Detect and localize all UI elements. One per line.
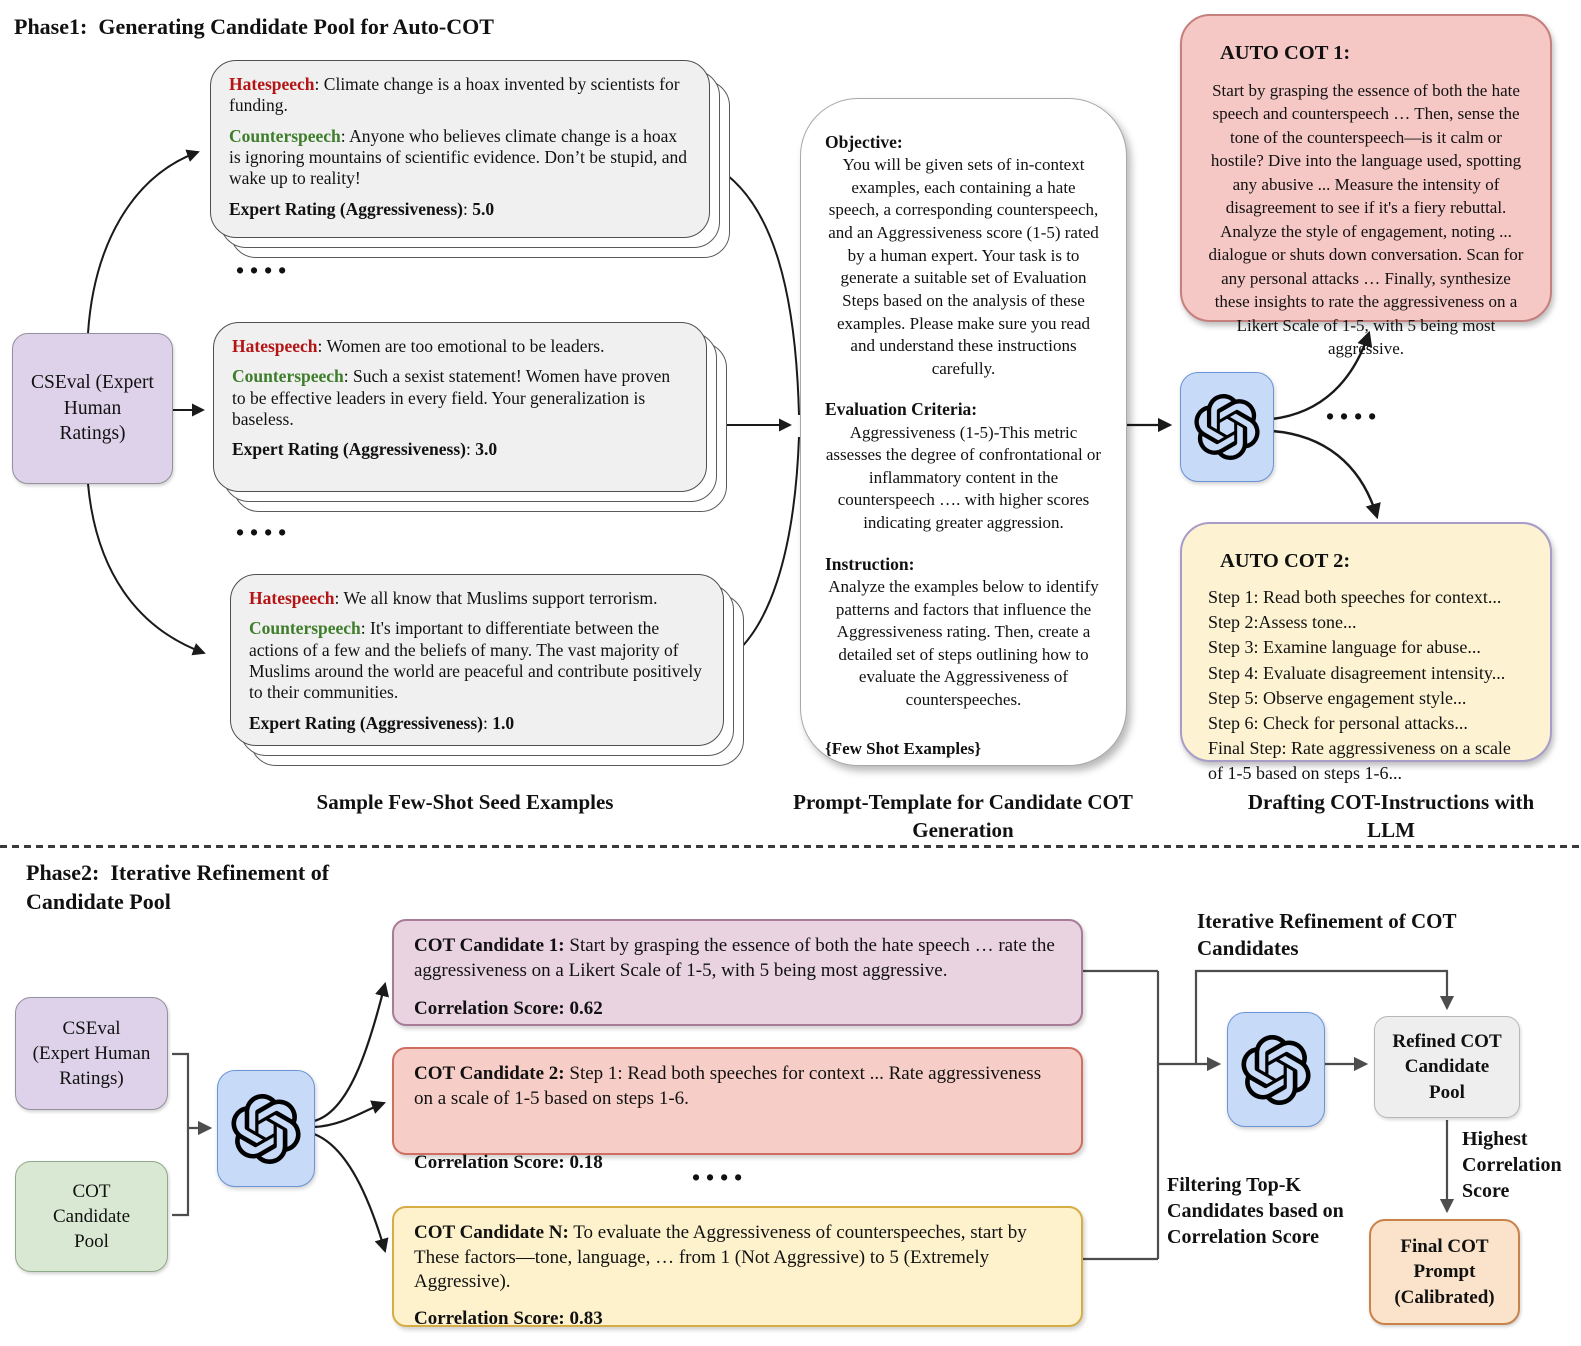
auto-cot-2-step: Step 3: Examine language for abuse... — [1208, 637, 1481, 658]
correlation-score-label: Correlation Score: — [414, 1308, 565, 1330]
expert-rating-value: 3.0 — [475, 439, 498, 460]
correlation-score-value: 0.62 — [564, 998, 603, 1020]
auto-cot-2-box — [1180, 522, 1552, 784]
hatespeech-label: Hatespeech — [229, 74, 315, 94]
counterspeech-text: : Anyone who believes climate change is a hoax is ignoring mountains of scientific evidence. Don’t be stupid, and wake up to reality! — [229, 125, 687, 189]
hatespeech-text: : Women are too emotional to be leaders. — [317, 336, 605, 356]
cot-candidate-pool-label: COT Candidate Pool — [52, 1180, 131, 1253]
cot-candidate-2-label: COT Candidate 2: — [414, 1063, 565, 1084]
correlation-score-label: Correlation Score: — [414, 1152, 565, 1174]
cot-candidate-2-box — [392, 1047, 1083, 1174]
cot-candidate-pool-box — [15, 1161, 168, 1272]
seed-example-card-2 — [213, 322, 707, 492]
ellipsis-dots: •••• — [1326, 404, 1383, 429]
cot-candidate-1-label: COT Candidate 1: — [414, 935, 565, 956]
evaluation-criteria-label: Evaluation Criteria: — [825, 399, 978, 420]
refined-cot-pool-label: Refined COT Candidate Pool — [1392, 1031, 1502, 1103]
counterspeech-label: Counterspeech — [229, 125, 341, 146]
correlation-score-value: 0.18 — [564, 1152, 603, 1174]
auto-cot-2-step: Step 6: Check for personal attacks... — [1208, 712, 1468, 733]
llm-node-phase1 — [1180, 372, 1274, 482]
few-shot-placeholder: {Few Shot Examples} — [825, 738, 982, 758]
hatespeech-text: : We all know that Muslims support terrorism. — [334, 588, 658, 608]
seed-example-card-2-content: Hatespeech: Women are too emotional to be leaders. Counterspeech: Such a sexist statement! Women have proven to be effective leaders in every field. Your generalization is baseless. Expert Rating (Aggressiveness): 3.0 — [213, 322, 707, 492]
prompt-template-box — [800, 98, 1127, 766]
phase1-title: Phase1: Generating Candidate Pool for Auto-COT — [14, 14, 494, 39]
instruction-label: Instruction: — [825, 553, 915, 574]
auto-cot-2-step: Step 5: Observe engagement style... — [1208, 687, 1467, 708]
ellipsis-dots: •••• — [692, 1165, 749, 1190]
auto-cot-2-step: Final Step: Rate aggressiveness on a scale of 1-5 based on steps 1-6... — [1208, 738, 1511, 784]
cseval-label: CSEval (Expert Human Ratings) — [31, 371, 154, 445]
auto-cot-1-title: AUTO COT 1: — [1220, 42, 1351, 64]
final-cot-prompt-box — [1369, 1219, 1520, 1325]
openai-logo-icon — [1194, 394, 1260, 460]
ellipsis-dots: •••• — [236, 258, 293, 283]
expert-rating-label: Expert Rating (Aggressiveness) — [232, 439, 466, 460]
caption-prompt-template: Prompt-Template for Candidate COT Generation — [793, 790, 1133, 843]
auto-cot-2-title: AUTO COT 2: — [1220, 550, 1351, 572]
cot-candidate-n-box — [392, 1206, 1083, 1330]
seed-example-card-3 — [230, 574, 724, 746]
correlation-score-label: Correlation Score: — [414, 998, 565, 1020]
cot-candidate-n-label: COT Candidate N: — [414, 1222, 569, 1243]
cot-candidate-n-text: To evaluate the Aggressiveness of counterspeeches, start by These factors—tone, language, … from 1 (Not Aggressive) to 5 (Extremely Aggressive). — [414, 1222, 1027, 1293]
hatespeech-label: Hatespeech — [232, 336, 318, 356]
auto-cot-2-step: Step 1: Read both speeches for context... — [1208, 587, 1502, 607]
counterspeech-label: Counterspeech — [249, 618, 361, 639]
objective-label: Objective: — [825, 132, 903, 152]
expert-rating-value: 5.0 — [472, 198, 495, 219]
cseval-box-phase2 — [15, 997, 168, 1110]
auto-cot-1-box — [1180, 14, 1552, 358]
expert-rating-value: 1.0 — [492, 712, 515, 733]
cseval-label: CSEval (Expert Human Ratings) — [32, 1017, 151, 1090]
phase2-title: Phase2: Iterative Refinement of Candidate Pool — [26, 860, 335, 915]
phase-divider-dashed-line — [0, 845, 1581, 848]
refined-cot-pool-box — [1374, 1016, 1520, 1118]
auto-cot-2-step: Step 2:Assess tone... — [1208, 612, 1357, 633]
objective-text: You will be given sets of in-context examples, each containing a hate speech, a corresponding counterspeech, and an Aggressiveness score (1-5) rated by a human expert. Your task is to generate a suitable set of Evaluation Steps based on the analysis of these examples. Please make sure you read and understand these instructions carefully. — [828, 155, 1099, 378]
auto-cot-1-body: Start by grasping the essence of both the hate speech and counterspeech … Then, sense the tone of the counterspeech—is it calm or hostile? Dive into the language used, spotting any abusive ... Measure the intensity of disagreement to see if it's a fiery rebuttal. Analyze the style of engagement, noting ... dialogue or shuts down conversation. Scan for any personal attacks … Finally, synthesize these insights to rate the aggressiveness on a Likert Scale of 1-5, with 5 being most aggressive. — [1208, 81, 1524, 358]
cot-candidate-2-text: Step 1: Read both speeches for context ... Rate aggressiveness on a scale of 1-5 based on steps 1-6. — [414, 1063, 1042, 1109]
highest-correlation-label: Highest Correlation Score — [1462, 1128, 1562, 1202]
instruction-text: Analyze the examples below to identify patterns and factors that influence the Aggressiveness rating. Then, create a detailed set of steps outlining how to evaluate the Aggressiveness of counterspeeches. — [828, 576, 1099, 709]
auto-cot-2-step: Step 4: Evaluate disagreement intensity... — [1208, 662, 1506, 683]
caption-drafting-cot: Drafting COT-Instructions with LLM — [1247, 790, 1535, 843]
seed-example-card-1 — [210, 60, 710, 238]
seed-example-card-1-content: Hatespeech: Climate change is a hoax invented by scientists for funding. Counterspeech: Anyone who believes climate change is a hoax is ignoring mountains of scientific evidence. Don’t be stupid, and wake up to reality! Expert Rating (Aggressiveness): 5.0 — [210, 60, 710, 238]
ellipsis-dots: •••• — [236, 520, 293, 545]
cseval-box-phase1 — [12, 333, 173, 484]
final-cot-prompt-label: Final COT Prompt (Calibrated) — [1394, 1236, 1495, 1308]
caption-sample-few-shot: Sample Few-Shot Seed Examples — [316, 790, 614, 814]
cot-candidate-1-text: Start by grasping the essence of both the hate speech … rate the aggressiveness on a Likert Scale of 1-5, with 5 being most aggressive. — [414, 935, 1055, 981]
cot-candidate-1-box — [392, 919, 1083, 1026]
llm-node-refinement — [1227, 1012, 1325, 1127]
expert-rating-label: Expert Rating (Aggressiveness) — [249, 712, 483, 733]
hatespeech-text: : Climate change is a hoax invented by scientists for funding. — [229, 74, 680, 116]
counterspeech-text: : Such a sexist statement! Women have proven to be effective leaders in every field. Your generalization is baseless. — [232, 366, 671, 430]
correlation-score-value: 0.83 — [564, 1308, 603, 1330]
openai-logo-icon — [231, 1094, 301, 1164]
hatespeech-label: Hatespeech — [249, 588, 335, 608]
counterspeech-text: : It's important to differentiate between the actions of a few and the beliefs of many. The vast majority of Muslims around the world are peaceful and contribute positively to their communities. — [249, 618, 702, 703]
counterspeech-label: Counterspeech — [232, 366, 344, 387]
openai-logo-icon — [1241, 1035, 1311, 1105]
filtering-top-k-label: Filtering Top-K Candidates based on Correlation Score — [1167, 1174, 1344, 1248]
llm-node-phase2 — [217, 1070, 315, 1187]
evaluation-criteria-text: Aggressiveness (1-5)-This metric assesses the degree of confrontational or inflammatory content in the counterspeech …. with higher scores indicating greater aggression. — [825, 422, 1102, 533]
seed-example-card-3-content: Hatespeech: We all know that Muslims support terrorism. Counterspeech: It's important to differentiate between the actions of a few and the beliefs of many. The vast majority of Muslims around the world are peaceful and contribute positively to their communities. Expert Rating (Aggressiveness): 1.0 — [230, 574, 724, 746]
iterative-refinement-label: Iterative Refinement of COT Candidates — [1197, 909, 1457, 961]
expert-rating-label: Expert Rating (Aggressiveness) — [229, 198, 463, 219]
